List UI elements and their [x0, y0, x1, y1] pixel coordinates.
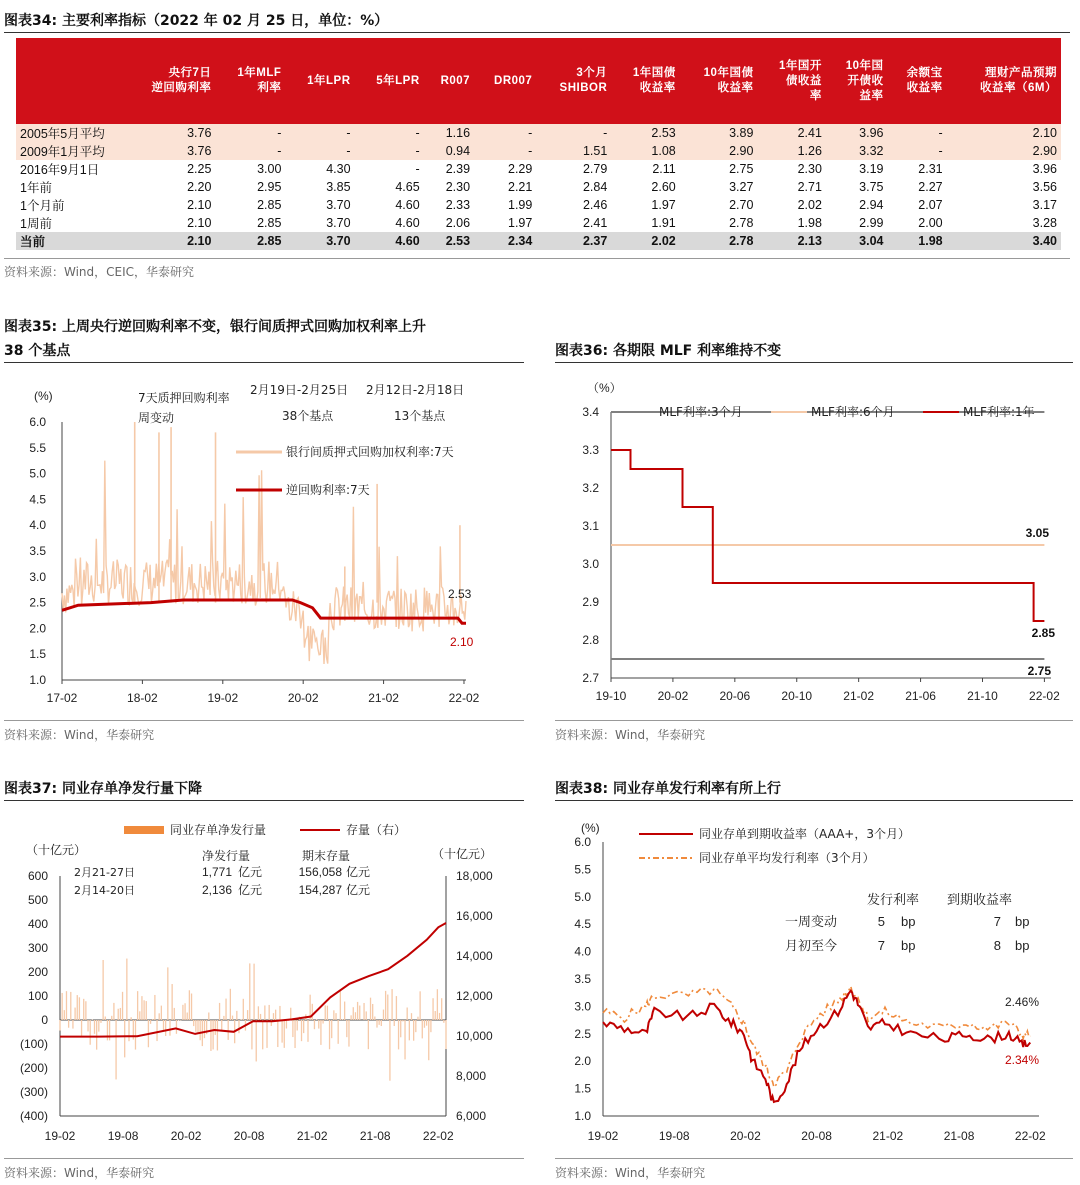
y-tick-label: 5.5: [574, 862, 591, 877]
table-cell: 1.98: [797, 216, 822, 230]
table-cell: 1周前: [20, 217, 52, 231]
table-cell: 2.25: [187, 162, 212, 176]
table-cell: 2.31: [918, 162, 943, 176]
table-cell: 2.06: [445, 216, 471, 230]
chart38-bottom-rule: [555, 1158, 1073, 1159]
y-left-tick-label: (400): [19, 1109, 48, 1123]
y-tick-label: 4.5: [29, 492, 46, 507]
table-cell: 2.30: [445, 180, 471, 194]
table-cell: 3.27: [729, 180, 754, 194]
x-tick-label: 20-08: [801, 1129, 832, 1143]
table-cell: 2.21: [508, 180, 533, 194]
table-header-cell: 央行7日 逆回购利率: [124, 38, 215, 124]
table-cell: 1.98: [887, 232, 946, 250]
table-cell: 2.90: [680, 142, 758, 160]
table-cell: 4.60: [395, 216, 420, 230]
y-right-tick-label: 6,000: [456, 1109, 487, 1123]
table-cell: 1.97: [651, 198, 676, 212]
table-cell: 3.75: [859, 180, 884, 194]
chart38-rule: [555, 800, 1073, 801]
x-tick-label: 22-02: [1029, 689, 1060, 703]
table-cell: 2.75: [729, 162, 754, 176]
table-cell: 2.27: [918, 180, 943, 194]
table-cell: 2.85: [257, 198, 282, 212]
table-cell: -: [215, 142, 285, 160]
table-cell: 3.28: [1032, 216, 1057, 230]
y-left-tick-label: 300: [27, 941, 48, 955]
table-cell: 2.00: [918, 216, 943, 230]
table-row: [16, 160, 1061, 178]
table-stock: 156,058: [298, 865, 342, 879]
x-tick-label: 19-08: [658, 1129, 690, 1143]
table-cell: 3.04: [826, 232, 888, 250]
table-row: [16, 142, 1061, 160]
x-tick-label: 22-02: [1014, 1129, 1046, 1143]
table-cell: 1年前: [20, 181, 52, 195]
table-cell: 2.99: [859, 216, 884, 230]
table-cell: 1.51: [536, 142, 611, 160]
table-cell: 3.19: [859, 162, 884, 176]
series-mlf-1y: [611, 450, 1044, 621]
table34-rule: [4, 32, 1070, 33]
rates-table-header: [16, 38, 1061, 124]
table34-bottom-rule: [4, 258, 1070, 259]
table-cell: 3.89: [680, 124, 758, 142]
table-row-label: 月初至今: [785, 939, 838, 954]
table-header-cell: R007: [424, 38, 474, 124]
table-cell: -: [355, 124, 424, 142]
end-label-mlf-6m: 3.05: [1025, 526, 1049, 540]
y-right-tick-label: 16,000: [456, 909, 493, 923]
table-cell: 2.46: [582, 198, 608, 212]
chart35-rule: [4, 362, 524, 363]
table-row: [16, 214, 1061, 232]
table-cell: 2.29: [508, 162, 533, 176]
y-left-tick-label: (200): [19, 1061, 48, 1075]
y-tick-label: 1.5: [29, 647, 46, 662]
table-cell: 2.90: [947, 142, 1061, 160]
x-tick-label: 22-02: [422, 1129, 454, 1143]
y-left-unit: （十亿元）: [26, 843, 87, 857]
y-left-tick-label: 600: [27, 869, 48, 883]
table-cell: 3.76: [124, 142, 215, 160]
y-tick-label: 1.0: [29, 673, 46, 687]
table-u2: bp: [1015, 914, 1030, 929]
y-tick-label: 3.0: [574, 999, 591, 1014]
table-cell: -: [215, 124, 285, 142]
chart35-svg: [4, 372, 524, 717]
table-header-cell: 1年国开 债收益 率: [757, 38, 825, 124]
x-tick-label: 19-02: [44, 1129, 76, 1143]
table-cell: 2.39: [445, 162, 471, 176]
table-cell: 3.70: [285, 232, 354, 250]
table-cell: 2.94: [859, 198, 884, 212]
y-tick-label: 4.0: [574, 944, 591, 959]
legend-label-net: 同业存单净发行量: [170, 823, 267, 837]
chart35-source: 资料来源：Wind，华泰研究: [4, 728, 155, 742]
table-row: [16, 178, 1061, 196]
table34-title: 图表34: 主要利率指标（2022 年 02 月 25 日，单位：%）: [4, 13, 389, 29]
table-col1: 发行利率: [867, 893, 920, 908]
table-cell: 0.94: [424, 142, 474, 160]
table-cell: 2.10: [947, 124, 1061, 142]
y-tick-label: 2.8: [582, 633, 599, 647]
x-tick-label: 20-08: [233, 1129, 265, 1143]
table-cell: 1.08: [611, 142, 679, 160]
table-cell: 2.13: [757, 232, 825, 250]
table-cell: 2009年1月平均: [16, 142, 124, 160]
y-right-tick-label: 10,000: [456, 1029, 493, 1043]
table-cell: -: [415, 162, 420, 176]
y-left-tick-label: 400: [27, 917, 48, 931]
table-u1: bp: [901, 938, 916, 953]
table-cell: 2016年9月1日: [20, 163, 100, 177]
table-header-cell: 1年MLF 利率: [215, 38, 285, 124]
table-cell: 2.53: [424, 232, 474, 250]
table-header-cell: 1年LPR: [285, 38, 354, 124]
end-label-mlf-1y: 2.85: [1031, 626, 1055, 640]
table-cell: 2.37: [536, 232, 611, 250]
legend-label-mlf-3m: MLF利率:3个月: [659, 405, 743, 419]
y-right-unit: （十亿元）: [432, 847, 493, 861]
annotation-change1: 38个基点: [282, 409, 334, 423]
x-tick-label: 20-10: [781, 689, 813, 703]
legend-label-mlf-6m: MLF利率:6个月: [811, 405, 895, 419]
table-header-cell: 10年国 开债收 益率: [826, 38, 888, 124]
table-v2: 7: [993, 914, 1001, 929]
y-tick-label: 1.5: [574, 1081, 591, 1096]
table-col1: 净发行量: [202, 849, 251, 863]
y-tick-label: 6.0: [29, 415, 46, 429]
table-cell: 3.70: [326, 198, 351, 212]
y-tick-label: 4.5: [574, 917, 591, 932]
x-tick-label: 19-02: [207, 691, 239, 705]
table-cell: 1.97: [508, 216, 533, 230]
x-tick-label: 20-02: [170, 1129, 202, 1143]
x-tick-label: 20-06: [719, 689, 751, 703]
table-header-cell: [16, 38, 124, 124]
table-row: [16, 124, 1061, 142]
rates-table-body: [16, 124, 1061, 250]
table-cell: 2.41: [582, 216, 608, 230]
table-cell: 2.20: [187, 180, 212, 194]
table-header-cell: 1年国债 收益率: [611, 38, 679, 124]
y-left-tick-label: 0: [41, 1013, 48, 1027]
table-net: 1,771: [201, 865, 232, 879]
legend-label-reverse-repo: 逆回购利率:7天: [286, 483, 370, 497]
table-u1: bp: [901, 914, 916, 929]
table-cell: 2.07: [918, 198, 943, 212]
table-row-label: 一周变动: [785, 915, 838, 930]
x-tick-label: 21-06: [905, 689, 936, 703]
table-u2: bp: [1015, 938, 1030, 953]
chart37-svg: [4, 810, 524, 1155]
x-tick-label: 18-02: [127, 691, 158, 705]
y-tick-label: 3.4: [582, 405, 599, 419]
chart37-title: 图表37: 同业存单净发行量下降: [4, 781, 202, 797]
end-label-issue: 2.46%: [1005, 994, 1040, 1009]
table-cell: -: [355, 142, 424, 160]
annotation-label: 7天质押回购利率: [138, 391, 230, 405]
y-right-tick-label: 12,000: [456, 989, 493, 1003]
table-cell: -: [536, 124, 611, 142]
x-tick-label: 20-02: [730, 1129, 761, 1143]
legend-swatch-net: [124, 826, 164, 834]
chart35-title-line1: 图表35: 上周央行逆回购利率不变，银行间质押式回购加权利率上升: [4, 319, 426, 335]
y-tick-label: 5.0: [29, 466, 46, 481]
table-cell: 2005年5月平均: [16, 124, 124, 142]
table-unit2: 亿元: [346, 883, 371, 897]
table-cell: 4.60: [395, 198, 420, 212]
table-cell: 2.78: [729, 216, 754, 230]
chart36-source: 资料来源：Wind，华泰研究: [555, 728, 706, 742]
table-cell: 4.60: [355, 232, 424, 250]
table-header-cell: 理财产品预期 收益率（6M）: [947, 38, 1061, 124]
y-left-tick-label: (300): [19, 1085, 48, 1099]
annotation-period2: 2月12日-2月18日: [366, 383, 465, 397]
table-cell: 1.26: [757, 142, 825, 160]
table-cell: 3.96: [1032, 162, 1057, 176]
table-cell: 2.84: [582, 180, 608, 194]
table-cell: 3.40: [947, 232, 1061, 250]
legend-label-interbank: 银行间质押式回购加权利率:7天: [286, 445, 454, 459]
x-tick-label: 21-08: [943, 1129, 975, 1143]
x-tick-label: 21-02: [872, 1129, 904, 1143]
table-cell: 3.85: [326, 180, 351, 194]
table-header-cell: DR007: [474, 38, 536, 124]
table-cell: 2.10: [187, 198, 212, 212]
table-unit1: 亿元: [238, 883, 263, 897]
chart36-svg: [555, 372, 1073, 717]
table-col2: 期末存量: [302, 849, 351, 863]
table-unit2: 亿元: [346, 865, 371, 879]
annotation-change2: 13个基点: [394, 409, 446, 423]
y-left-tick-label: 200: [27, 965, 48, 979]
x-tick-label: 20-02: [657, 689, 689, 703]
chart37-source: 资料来源：Wind，华泰研究: [4, 1166, 155, 1180]
table-cell: -: [887, 124, 946, 142]
y-tick-label: 2.0: [29, 621, 46, 636]
legend-label-stock: 存量（右）: [346, 823, 407, 837]
x-tick-label: 21-10: [967, 689, 998, 703]
chart38-source: 资料来源：Wind，华泰研究: [555, 1166, 706, 1180]
table-cell: 当前: [16, 232, 124, 250]
end-label-mlf-3m: 2.75: [1027, 664, 1051, 678]
table-cell: 3.32: [826, 142, 888, 160]
y-left-tick-label: (100): [19, 1037, 48, 1051]
y-tick-label: 6.0: [574, 835, 591, 849]
table-cell: -: [474, 124, 536, 142]
legend-label-mlf-1y: MLF利率:1年: [963, 405, 1035, 419]
x-tick-label: 21-08: [359, 1129, 391, 1143]
end-label-yield: 2.34%: [1005, 1052, 1040, 1067]
table-cell: 2.30: [797, 162, 822, 176]
table-period: 2月14-20日: [74, 884, 135, 897]
table-cell: 2.11: [652, 162, 676, 176]
y-right-tick-label: 14,000: [456, 949, 493, 963]
table-cell: 2.10: [124, 232, 215, 250]
table-v2: 8: [993, 938, 1001, 953]
table-cell: 4.65: [395, 180, 420, 194]
table-cell: 2.10: [187, 216, 212, 230]
table-row: [16, 196, 1061, 214]
table-header-cell: 3个月 SHIBOR: [536, 38, 611, 124]
y-tick-label: 2.7: [582, 671, 599, 685]
y-tick-label: 5.5: [29, 440, 46, 455]
chart36-bottom-rule: [555, 720, 1073, 721]
y-tick-label: 3.1: [582, 519, 599, 533]
y-tick-label: 3.5: [574, 972, 591, 986]
table-cell: 2.53: [611, 124, 679, 142]
table-cell: 1.99: [508, 198, 533, 212]
table-cell: 4.30: [326, 162, 351, 176]
chart38-title: 图表38: 同业存单发行利率有所上行: [555, 781, 781, 797]
x-tick-label: 21-02: [843, 689, 875, 703]
table-header-cell: 10年国债 收益率: [680, 38, 758, 124]
table-cell: 2.34: [474, 232, 536, 250]
table-v1: 5: [877, 914, 885, 929]
y-tick-label: 2.0: [574, 1054, 591, 1069]
chart36-rule: [555, 362, 1073, 363]
y-tick-label: 2.5: [29, 595, 46, 610]
y-right-tick-label: 8,000: [456, 1069, 487, 1083]
annotation-label: 周变动: [138, 411, 175, 425]
table-cell: 3.70: [326, 216, 351, 230]
y-tick-label: 2.5: [574, 1026, 591, 1041]
x-tick-label: 19-08: [107, 1129, 139, 1143]
y-right-tick-label: 18,000: [456, 869, 493, 883]
chart35-title-line2: 38 个基点: [4, 343, 71, 359]
table-cell: -: [887, 142, 946, 160]
table-cell: 2.79: [582, 162, 608, 176]
end-label-reverse-repo: 2.10: [450, 635, 474, 649]
y-tick-label: 3.5: [29, 544, 46, 558]
chart37-rule: [4, 800, 524, 801]
table-header-cell: 余额宝 收益率: [887, 38, 946, 124]
table-cell: 2.70: [729, 198, 754, 212]
legend-label-yield: 同业存单到期收益率（AAA+，3个月）: [699, 827, 910, 841]
table-net: 2,136: [201, 883, 232, 897]
x-tick-label: 22-02: [448, 691, 480, 705]
table-col2: 到期收益率: [947, 893, 1013, 908]
y-unit-label: (%): [34, 389, 53, 403]
table-cell: 2.85: [257, 216, 282, 230]
table-header-cell: 5年LPR: [355, 38, 424, 124]
table-cell: 1个月前: [20, 199, 65, 213]
y-tick-label: 1.0: [574, 1109, 591, 1123]
table34-source: 资料来源：Wind，CEIC，华泰研究: [4, 265, 195, 279]
table-cell: 2.02: [797, 198, 822, 212]
y-left-tick-label: 500: [27, 893, 48, 907]
table-cell: 1.16: [424, 124, 474, 142]
rates-table: [16, 38, 1061, 250]
y-tick-label: 3.0: [582, 557, 599, 571]
y-tick-label: 2.9: [582, 595, 599, 609]
x-tick-label: 21-02: [368, 691, 399, 705]
chart35-bottom-rule: [4, 720, 524, 721]
table-cell: 2.41: [757, 124, 825, 142]
table-v1: 7: [877, 938, 885, 953]
y-tick-label: 4.0: [29, 518, 46, 533]
table-stock: 154,287: [298, 883, 342, 897]
x-tick-label: 21-02: [296, 1129, 328, 1143]
x-tick-label: 19-10: [595, 689, 627, 703]
table-cell: 2.95: [257, 180, 282, 194]
end-label-interbank: 2.53: [448, 587, 472, 601]
table-cell: -: [285, 142, 354, 160]
legend-label-issue: 同业存单平均发行利率（3个月）: [699, 851, 875, 865]
annotation-period1: 2月19日-2月25日: [250, 383, 349, 397]
x-tick-label: 17-02: [46, 691, 78, 705]
y-unit-label: (%): [581, 821, 600, 835]
y-tick-label: 3.3: [582, 443, 599, 457]
table-unit1: 亿元: [238, 865, 263, 879]
table-cell: 3.00: [257, 162, 282, 176]
x-tick-label: 20-02: [287, 691, 319, 705]
table-cell: 3.56: [1032, 180, 1057, 194]
x-tick-label: 19-02: [587, 1129, 619, 1143]
table-row: [16, 232, 1061, 250]
series-reverse-repo-7d: [62, 600, 466, 623]
table-cell: 3.76: [124, 124, 215, 142]
table-cell: 2.60: [651, 180, 676, 194]
table-cell: -: [285, 124, 354, 142]
table-cell: -: [474, 142, 536, 160]
chart37-bottom-rule: [4, 1158, 524, 1159]
table-cell: 3.17: [1032, 198, 1057, 212]
y-tick-label: 3.0: [29, 569, 46, 584]
table-cell: 2.85: [215, 232, 285, 250]
table-cell: 1.91: [651, 216, 676, 230]
y-unit-label: （%）: [587, 381, 622, 395]
chart38-svg: [555, 810, 1073, 1155]
table-cell: 2.78: [680, 232, 758, 250]
table-period: 2月21-27日: [74, 866, 135, 879]
table-cell: 3.96: [826, 124, 888, 142]
y-tick-label: 3.2: [582, 481, 599, 495]
table-cell: 2.33: [445, 198, 471, 212]
y-left-tick-label: 100: [27, 989, 48, 1003]
table-cell: 2.02: [611, 232, 679, 250]
table-cell: 2.71: [797, 180, 822, 194]
series-yield: [603, 991, 1030, 1102]
y-tick-label: 5.0: [574, 889, 591, 904]
chart36-title: 图表36: 各期限 MLF 利率维持不变: [555, 343, 782, 359]
